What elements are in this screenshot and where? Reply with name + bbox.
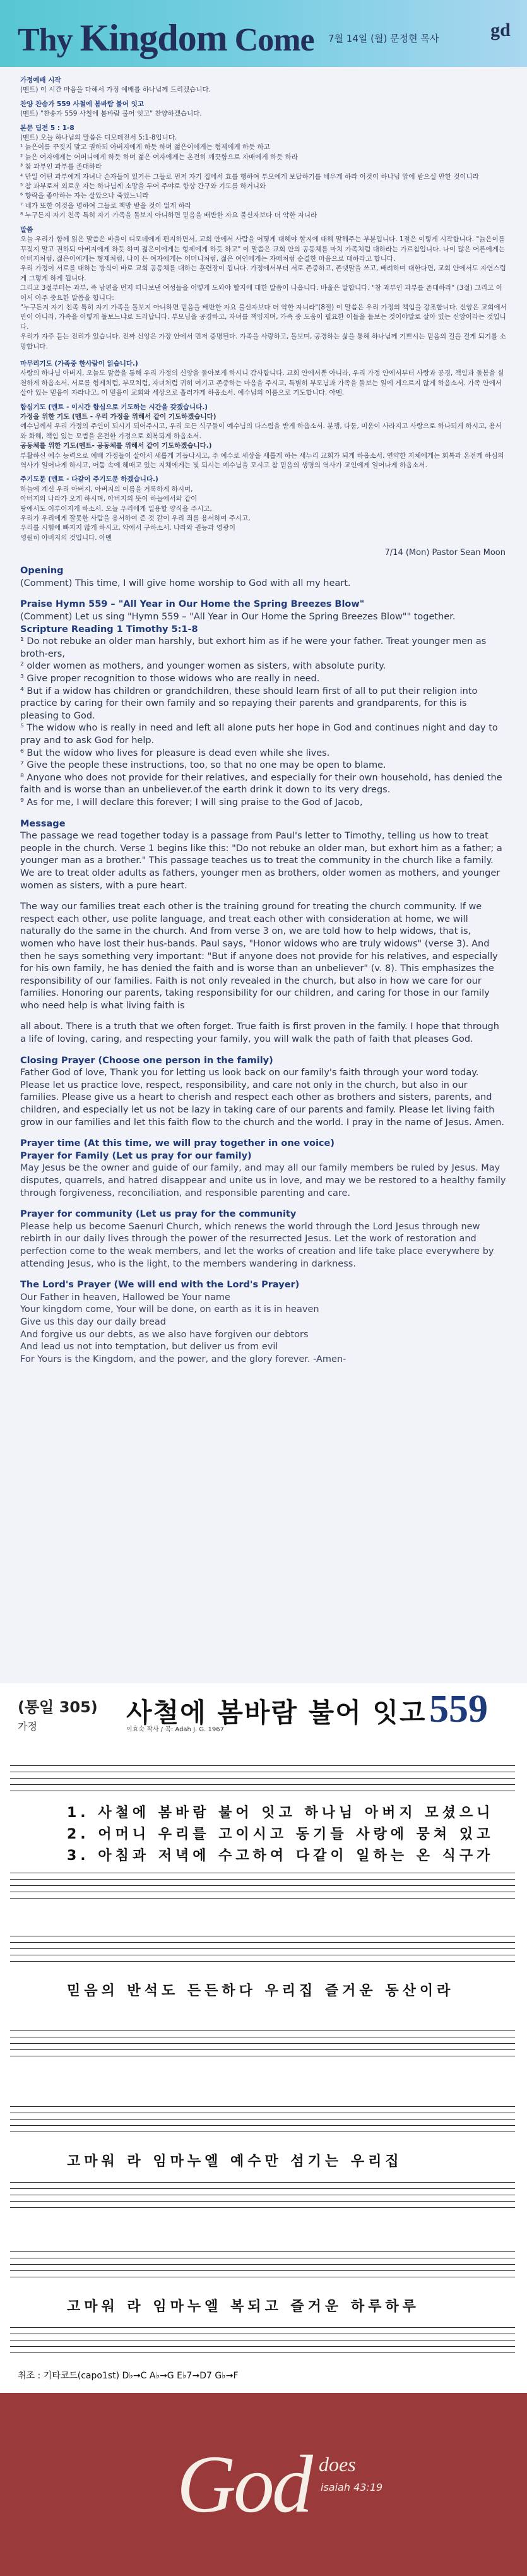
banner-does-text: does [319, 2453, 356, 2476]
hymn-category: 가정 [18, 1720, 37, 1732]
en-praise-heading: Praise Hymn 559 – "All Year in Our Home the Spring Breezes Blow" [20, 599, 365, 610]
en-opening-text: (Comment) This time, I will give home worship to God with all my heart. [20, 578, 351, 588]
kr-lords-prayer-heading: 주기도문 (멘트 - 다같이 주기도문 하겠습니다.) [20, 475, 158, 484]
kr-opening-text: (멘트) 이 시간 마음을 다해서 가정 예배를 하나님께 드리겠습니다. [20, 86, 211, 94]
title-thy: Thy [18, 22, 73, 58]
kr-message-paragraph: 그리고 3절부터는 과부, 즉 남편을 먼저 떠나보낸 여성들을 어떻게 도와야 할지에 대한 말씀이 나옵니다. 바울은 말합니다. "참 과부인 과부를 존대하라" (3절) 그리고 이어서 아주 중요한 말씀을 합니다: [20, 284, 502, 302]
kr-closing-heading: 마무리기도 (가족중 한사람이 읽습니다.) [20, 359, 138, 367]
en-lords-line: For Yours is the Kingdom, and the power, and the glory forever. -Amen- [20, 1354, 346, 1364]
kr-praise-heading: 찬양 찬송가 559 사철에 봄바람 불어 잇고 [20, 100, 144, 108]
en-prayer-community-text: Please help us become Saenuri Church, which renews the world through the Lord Jesus through new rebirth in our daily lives through the power of the resurrected Jesus. Let the work of restoration and perfection come to the weak members, and let the works of creation and life take place everywhere by attending Jesus, who is the light, to the members wandering in darkness. [20, 1221, 494, 1269]
hymn-lyric-line: 믿음의 반석도 든든하다 우리집 즐거운 동산이라 [67, 1983, 454, 1999]
kr-message-paragraph: 우리가 자주 듣는 진리가 있습니다. 진짜 신앙은 가장 안에서 먼저 증명된다. 가족을 사랑하고, 돌보며, 공경하는 삶을 통해 하나님께 기쁘시는 믿음의 길을 걸게 되기를 소망합니다. [20, 333, 506, 350]
kr-lords-line: 아버지의 나라가 오게 하시며, 아버지의 뜻이 하늘에서와 같이 [20, 495, 198, 503]
en-scripture-line: ¹ Do not rebuke an older man harshly, but exhort him as if he were your father. Treat younger men as broth-ers, [20, 636, 487, 659]
kr-scripture-line: ⁷ 네가 또한 이것을 명하여 그들로 책망 받을 것이 없게 하라 [20, 201, 191, 210]
en-prayer-family-text: May Jesus be the owner and guide of our family, and may all our family members be ruled by Jesus. May disputes, quarrels, and hatred disappear and unite us in love, and may we be restored to a healthy family through forgiveness, reconciliation, and responsible parenting and care. [20, 1163, 506, 1198]
kr-praise-text: (멘트) "찬송가 559 사철에 봄바람 불어 잇고" 찬양하겠습니다. [20, 110, 202, 118]
kr-scripture-line: ⁵ 참 과부로서 외로운 자는 하나님께 소망을 두어 주야로 항상 간구와 기도를 하거니와 [20, 182, 266, 191]
korean-section [20, 76, 507, 543]
kr-scripture-line: (멘트) 오늘 하나님의 말씀은 디모데전서 5:1-8입니다. [20, 134, 177, 142]
en-prayer-community-heading: Prayer for community (Let us pray for the community [20, 1209, 297, 1220]
hymn-verse-line: 1. 사철에 봄바람 불어 잇고 하나님 아버지 모셨으니 [67, 1805, 494, 1821]
banner-god-text: God [177, 2439, 311, 2530]
en-praise-text: (Comment) Let us sing "Hymn 559 – "All Year in Our Home the Spring Breezes Blow"" together. [20, 612, 456, 623]
kr-lords-line: 영원히 아버지의 것입니다. 아멘 [20, 534, 112, 542]
en-prayer-heading: Prayer time (At this time, we will pray together in one voice) [20, 1138, 335, 1149]
en-scripture-line: ² older women as mothers, and younger women as sisters, with absolute purity. [20, 661, 386, 672]
hymn-verse-line: 2. 어머니 우리를 고이시고 동기들 사랑에 뭉쳐 있고 [67, 1827, 494, 1842]
hymn-big-number: 559 [429, 1688, 488, 1731]
hymn-caption: 이효숙 작사 / 곡: Adah J. G. 1967 [126, 1726, 224, 1733]
kr-closing-text: 사랑의 하나님 아버지, 오늘도 말씀을 통해 우리 가정의 신앙을 돌아보게 하시니 감사합니다. 교회 안에서뿐 아니라, 우리 가정 안에서부터 사랑과 공경, 책임과 돌봄을 실천하게 하옵소서. 서로를 형제처럼, 부모처럼, 자녀처럼 귀히 여기고 존중하는 마음을 주시고, 특별히 부모님과 가족을 돌보는 일에 게으르지 않게 하옵소서. 가족 안에서 살아 있는 믿음이 자라나고, 이 믿음이 교회와 세상으로 흘러가게 하옵소서. 예수님의 이름으로 기도합니다. 아멘. [20, 369, 504, 397]
hymn-chord-info: 취조 : 기타코드(capo1st) D♭→C A♭→G E♭7→D7 G♭→F [18, 2371, 239, 2381]
hymn-unified-number: (통일 305) [18, 1698, 98, 1716]
staff-system-1 [10, 1753, 515, 1904]
en-scripture-line: ⁹ As for me, I will declare this forever; I will sing praise to the God of Jacob, [20, 797, 363, 808]
kr-opening-heading: 가정예배 시작 [20, 76, 61, 84]
en-message-heading: Message [20, 818, 66, 829]
en-prayer-family-heading: Prayer for Family (Let us pray for our family) [20, 1150, 252, 1161]
kr-scripture-line: ⁴ 만일 어떤 과부에게 자녀나 손자들이 있거든 그들로 먼저 자기 집에서 효를 행하여 부모에게 보답하기를 배우게 하라 이것이 하나님 앞에 받으실 만한 것이니라 [20, 172, 479, 181]
header-banner [0, 0, 527, 67]
hymn-title: 사철에 봄바람 불어 잇고 [126, 1697, 427, 1728]
hymn-verse-line: 3. 아침과 저녁에 수고하여 다같이 일하는 온 식구가 [67, 1848, 494, 1864]
en-scripture-line: ⁶ But the widow who lives for pleasure is dead even while she lives. [20, 748, 330, 758]
en-lords-line: Your kingdom come, Your will be done, on earth as it is in heaven [20, 1304, 319, 1315]
kr-message-paragraph: 우리 가정이 서로를 대하는 방식이 바로 교회 공동체를 대하는 훈련장이 됩니다. 가정에서부터 서로 존중하고, 존댓말을 쓰고, 배려하며 대한다면, 교회 안에서도 자연스럽게 그렇게 하게 됩니다. [20, 265, 506, 282]
banner-verse-reference: isaiah 43:19 [321, 2481, 383, 2493]
staff-system-4 [10, 2239, 515, 2365]
page-title [18, 16, 314, 60]
en-scripture-line: ³ Give proper recognition to those widows who are really in need. [20, 674, 320, 684]
church-logo-icon: gd [490, 20, 511, 40]
hymn-lyric-line: 고마워 라 임마누엘 복되고 즐거운 하루하루 [67, 2299, 420, 2315]
en-scripture-line: ⁴ But if a widow has children or grandchildren, these should learn first of all to put their religion into practice by caring for their own family and so repaying their parents and grandparents, for this is pleasing to God. [20, 686, 478, 721]
signoff: 7/14 (Mon) Pastor Sean Moon [384, 548, 506, 558]
kr-lords-line: 우리가 우리에게 잘못한 사람을 용서하여 준 것 같이 우리 죄를 용서하여 주시고, [20, 515, 251, 523]
staff-system-2 [10, 1923, 515, 2075]
kr-prayer-community-text: 부활하신 예수 능력으로 예배 가정들이 살아서 새롭게 거듭나시고, 주 예수로 세상을 새롭게 하는 새누리 교회가 되게 하옵소서. 연약한 지체에게는 회복과 온전케 하심의 역사가 일어나게 하시고, 어둠 속에 헤매고 있는 지체에게는 빛 되시는 예수님을 모시고 참 믿음의 생명의 역사가 교인에게 일어나게 하옵소서. [20, 451, 504, 470]
en-scripture-line: ⁷ Give the people these instructions, too, so that no one may be open to blame. [20, 760, 386, 771]
en-scripture-line: ⁵ The widow who is really in need and left all alone puts her hope in God and continues night and day to pray and to ask God for help. [20, 723, 498, 746]
english-section [20, 565, 507, 1366]
kr-prayer-community-heading: 공동체를 위한 기도(멘트- 공동체를 위해서 같이 기도하겠습니다.) [20, 442, 212, 450]
kr-prayer-family-heading: 가정을 위한 기도 (멘트 - 우리 가정을 위해서 같이 기도하겠습니다) [20, 413, 216, 420]
en-closing-text: Father God of love, Thank you for letting us look back on our family's faith through your word today. Please let us practice love, respect, responsibility, and care not only in the church, but also in our families. Please give us a heart to cherish and respect each other as brothers and sisters, parents, and children, and especially let us not be lazy in taking care of our parents and family. Please let living faith grow in our families and let this faith flow to the church and the world. I pray in the name of Jesus. Amen. [20, 1068, 505, 1128]
kr-scripture-heading: 본문 딤전 5 : 1-8 [20, 124, 74, 132]
kr-lords-line: 하늘에 계신 우리 아버지, 아버지의 이름을 거룩하게 하시며, [20, 485, 193, 493]
kr-scripture-line: ³ 참 과부인 과부를 존대하라 [20, 163, 102, 171]
kr-message-heading: 말씀 [20, 225, 33, 234]
kr-scripture-line: ⁶ 향락을 좋아하는 자는 살았으나 죽었느니라 [20, 192, 149, 200]
kr-scripture-line: ⁸ 누구든지 자기 친족 특히 자기 가족을 돌보지 아니하면 믿음을 배반한 자요 불신자보다 더 악한 자니라 [20, 212, 317, 220]
kr-prayer-heading: 합심기도 (멘트 - 이시간 합심으로 기도하는 시간을 갖겠습니다.) [20, 403, 208, 411]
en-message-paragraph: The way our families treat each other is the training ground for treating the church community. If we respect each other, use polite language, and treat each other with consideration at home, we will naturally do the same in the church. And from verse 3 on, we are told how to help widows, that is, women who have lost their hus-bands. Paul says, "Honor widows who are truly widows" (verse 3). And then he says something very important: "But if anyone does not provide for his relatives, and especially for his own family, he has denied the faith and is worse than an unbeliever" (v. 8). This emphasizes the responsibility of our families. Faith is not only revealed in the church, but also in how we care for our families. Honoring our parents, taking responsibility for our children, and caring for those in our family who need help is what living faith is [20, 902, 498, 1011]
en-scripture-line: ⁸ Anyone who does not provide for their relatives, and especially for their own household, has denied the faith and is worse than an unbeliever.of the earth drink it down to its very dregs. [20, 772, 502, 796]
en-scripture-heading: Scripture Reading 1 Timothy 5:1-8 [20, 624, 198, 635]
hymn-sheet [0, 1683, 527, 2393]
en-lords-line: And lead us not into temptation, but deliver us from evil [20, 1342, 278, 1352]
date-pastor: 7월 14일 (월) 문정현 목사 [328, 33, 439, 44]
kr-message-paragraph: "누구든지 자기 친족 특히 자기 가족을 돌보지 아니하면 믿음을 배반한 자요 불신자보다 더 악한 자니라"(8절) 이 말씀은 우리 가정의 책임을 강조합니다. 신앙은 교회에서만이 아니라, 가족을 어떻게 돌보느냐로 드러납니다. 부모님을 공경하고, 자녀를 책임지며, 가족 중 도움이 필요한 이들을 돌보는 것이야말로 살아 있는 신앙이라는 것입니다. [20, 303, 507, 331]
title-come: Come [234, 22, 314, 58]
hymn-lyric-line: 고마워 라 임마누엘 예수만 섬기는 우리집 [67, 2154, 403, 2169]
kr-scripture-line: ² 늙은 여자에게는 어머니에게 하듯 하며 젊은 여자에게는 온전히 깨끗함으로 자매에게 하듯 하라 [20, 153, 298, 161]
worship-content [0, 67, 527, 1683]
staff-system-3 [10, 2094, 515, 2220]
kr-lords-line: 우리를 시험에 빠지지 않게 하시고, 악에서 구하소서. 나라와 권능과 영광이 [20, 524, 236, 532]
en-lords-prayer-heading: The Lord's Prayer (We will end with the Lord's Prayer) [20, 1280, 300, 1291]
en-opening-heading: Opening [20, 566, 64, 576]
kr-message-paragraph: 오늘 우리가 함께 읽은 말씀은 바울이 디모데에게 편지하면서, 교회 안에서 사람을 어떻게 대해야 할지에 대해 말해주는 부분입니다. 1절은 이렇게 시작합니다. "늙은이를 꾸짖지 말고 권하되 아버지에게 하듯 하며 젊은이에게는 형제에게 하듯 하고" 이 말씀은 교회 안의 공동체를 마치 가족처럼 대하라는 가르침입니다. 나이 많은 어른에게는 아버지처럼, 젊은이에게는 형제처럼, 나이 든 여자에게는 어머니처럼, 젊은 여인에게는 자매처럼 순결한 마음으로 대하라고 합니다. [20, 236, 505, 263]
kr-lords-line: 땅에서도 이루어지게 하소서. 오늘 우리에게 일용할 양식을 주시고, [20, 504, 212, 513]
en-closing-heading: Closing Prayer (Choose one person in the family) [20, 1055, 273, 1066]
kr-scripture-line: ¹ 늙은이를 꾸짖지 말고 권하되 아버지에게 하듯 하며 젊은이에게는 형제에게 하듯 하고 [20, 143, 270, 152]
en-lords-line: Our Father in heaven, Hallowed be Your name [20, 1292, 230, 1303]
bottom-banner [0, 2393, 527, 2576]
kr-prayer-family-text: 예수님께서 우리 가정의 주인이 되시기 되어주시고, 우리 모든 식구들이 예수님의 다스림을 받게 하옵소서. 분쟁, 다툼, 미움이 사라지고 사랑으로 하나되게 하시고, 용서와 화해, 책임 있는 모범을 온전한 가정으로 회복되게 하옵소서. [20, 422, 502, 440]
en-lords-line: Give us this day our daily bread [20, 1316, 166, 1327]
en-message-paragraph: all about. There is a truth that we often forget. True faith is first proven in the family. I hope that through a life of loving, caring, and respecting your family, you will walk the path of faith that pleases God. [20, 1022, 499, 1045]
en-lords-line: And forgive us our debts, as we also have forgiven our debtors [20, 1329, 309, 1340]
title-kingdom: Kingdom [80, 17, 227, 59]
en-message-paragraph: The passage we read together today is a passage from Paul's letter to Timothy, telling us how to treat people in the church. Verse 1 begins like this: "Do not rebuke an older man, but exhort him as a father; a younger man as a brother." This passage teaches us to treat the community in the church like a family. We are to treat older adults as fathers, younger men as brothers, older women as mothers, and younger women as sisters, with a pure heart. [20, 831, 502, 891]
